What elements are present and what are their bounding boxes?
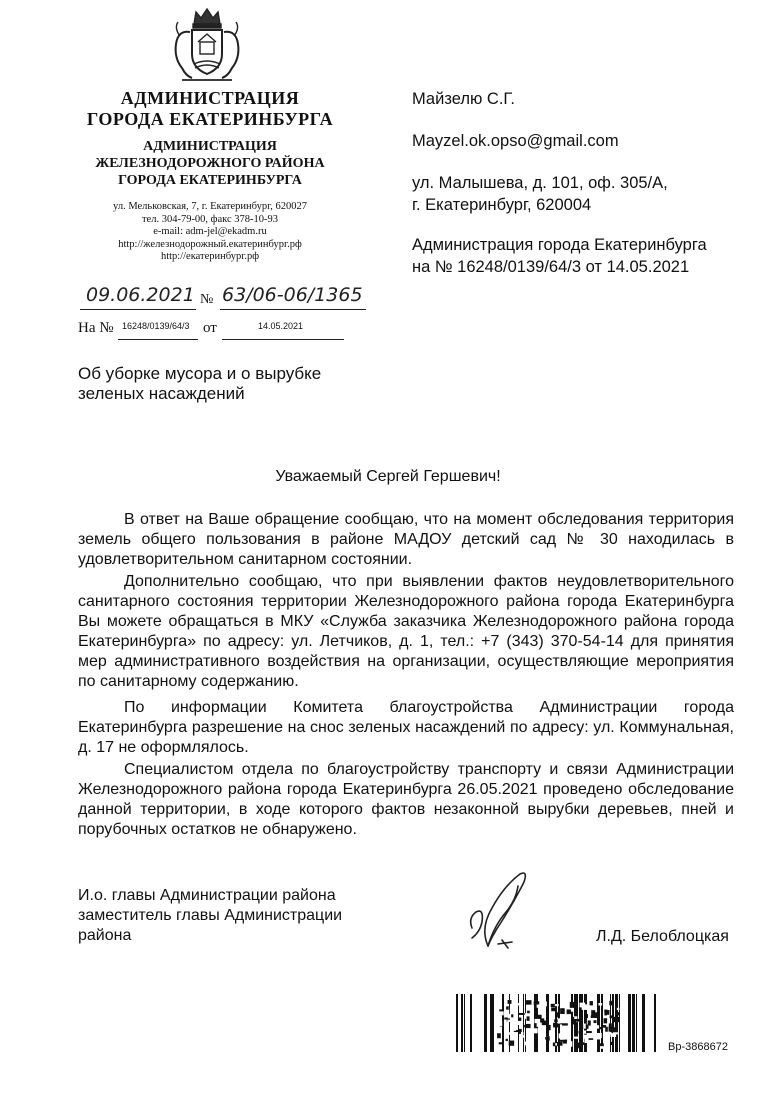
recipient-name: Майзелю С.Г. (412, 90, 515, 108)
position-line-1: И.о. главы Администрации района (78, 887, 336, 904)
ref-number-underline (118, 339, 198, 340)
org-line-1: АДМИНИСТРАЦИЯ (120, 88, 300, 108)
district-line-2: ЖЕЛЕЗНОДОРОЖНОГО РАЙОНА (95, 156, 325, 171)
sender-phone: тел. 304-79-00, факс 378-10-93 (141, 213, 279, 225)
origin-line-1: Администрация города Екатеринбурга (412, 236, 707, 254)
subject-line-2: зеленых насаждений (78, 384, 245, 403)
sender-organization (60, 88, 360, 130)
origin-line-2: на № 16248/0139/64/3 от 14.05.2021 (412, 258, 690, 276)
reference-label: На № (78, 320, 114, 336)
document-id: Вр-3868672 (668, 1041, 728, 1053)
reg-number-underline (220, 309, 366, 310)
district-line-1: АДМИНИСТРАЦИЯ (143, 139, 277, 154)
position-line-3: района (78, 927, 132, 944)
sender-contacts (60, 201, 360, 264)
salutation: Уважаемый Сергей Гершевич! (275, 468, 501, 485)
reference-from-label: от (203, 320, 217, 336)
sender-email: e-mail: adm-jel@ekadm.ru (153, 226, 267, 237)
reference-number: 16248/0139/64/3 (122, 321, 190, 331)
recipient-address-line-2: г. Екатеринбург, 620004 (412, 196, 592, 214)
reference-date: 14.05.2021 (258, 321, 304, 331)
ref-date-underline (222, 339, 344, 340)
body-paragraph-4: Специалистом отдела по благоустройству транспорту и связи Администрации Железнодорожного района города Екатеринбурга 26.05.2021 проведено обследование данной территории, в ходе которого фактов незаконной вырубки деревьев, пней и порубочных остатков не обнаружено. (78, 761, 734, 838)
sender-address: ул. Мельковская, 7, г. Екатеринбург, 620027 (113, 201, 307, 212)
registration-number-label: № (200, 292, 214, 307)
handwritten-signature (458, 868, 538, 952)
coat-of-arms-emblem (168, 6, 246, 84)
org-line-2: ГОРОДА ЕКАТЕРИНБУРГА (86, 109, 334, 129)
signer-name: Л.Д. Белоблоцкая (596, 928, 729, 945)
body-paragraph-2: Дополнительно сообщаю, что при выявлении фактов неудовлетворительного санитарного состояния территории Железнодорожного района города Екатеринбурга Вы можете обращаться в МКУ «Служба заказчика Железнодорожного района города Екатеринбурга» по адресу: ул. Летчиков, д. 1, тел.: +7 (343) 370-54-14 для принятия мер административного воздействия на организации, осуществляющие мероприятия по санитарному содержанию. (78, 573, 734, 690)
signer-position (78, 886, 342, 946)
registration-date: 09.06.2021 (86, 284, 195, 306)
body-paragraph-3: По информации Комитета благоустройства Администрации города Екатеринбурга разрешение на снос зеленых насаждений по адресу: ул. Коммунальная, д. 17 не оформлялось. (78, 699, 734, 756)
subject-line-1: Об уборке мусора и о вырубке (78, 364, 322, 383)
body-paragraph-1: В ответ на Ваше обращение сообщаю, что на момент обследования территория земель общего пользования в районе МАДОУ детский сад № 30 находилась в удовлетворительном санитарном состоянии. (78, 511, 734, 568)
recipient-address-line-1: ул. Малышева, д. 101, оф. 305/А, (412, 174, 668, 192)
sender-site-2: http://екатеринбург.рф (160, 251, 260, 262)
document-barcode (456, 994, 662, 1052)
registration-number: 63/06-06/1365 (222, 284, 363, 306)
position-line-2: заместитель главы Администрации (78, 907, 343, 924)
sender-district (60, 138, 360, 189)
sender-site-1: http://железнодорожный.екатеринбург.рф (118, 238, 302, 250)
letter-subject (78, 364, 368, 404)
recipient-email: Mayzel.ok.opso@gmail.com (412, 132, 619, 150)
reg-date-underline (80, 309, 196, 310)
district-line-3: ГОРОДА ЕКАТЕРИНБУРГА (118, 173, 302, 188)
